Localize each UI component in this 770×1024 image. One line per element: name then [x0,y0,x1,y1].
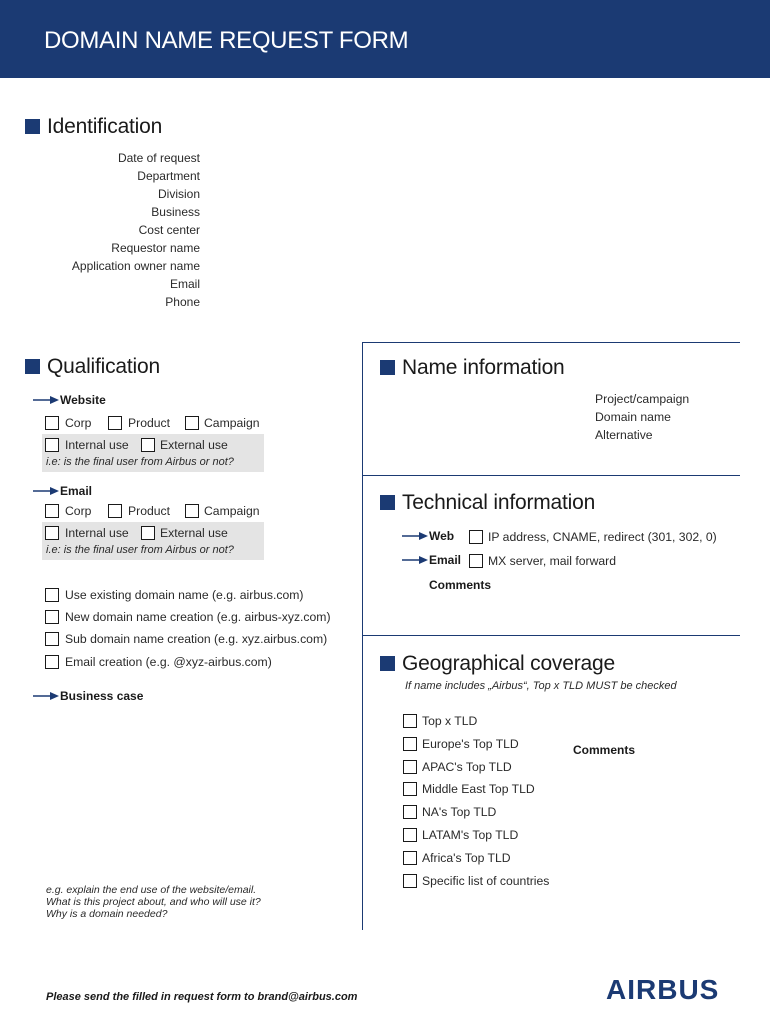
website-campaign-label: Campaign [204,416,260,430]
arrow-right-icon [33,395,59,405]
email-campaign-label: Campaign [204,504,260,518]
geo-specific-countries-label: Specific list of countries [422,874,550,888]
field-phone[interactable]: Phone [165,295,200,309]
technical-web-label: Web [429,529,455,543]
email-external-checkbox[interactable] [141,526,155,540]
field-project-campaign[interactable]: Project/campaign [595,392,690,406]
geo-top-tld-label: Top x TLD [422,714,478,728]
email-campaign-checkbox[interactable] [185,504,199,518]
divider [362,475,740,476]
geo-africa-checkbox[interactable] [403,851,417,865]
geo-latam-checkbox[interactable] [403,828,417,842]
geo-na-checkbox[interactable] [403,805,417,819]
field-department[interactable]: Department [137,169,200,183]
business-case-hint-3: Why is a domain needed? [46,908,168,920]
technical-email-checkbox[interactable] [469,554,483,568]
identification-square-icon [25,119,40,134]
geo-latam-label: LATAM's Top TLD [422,828,519,842]
airbus-logo: AIRBUS [606,974,720,1005]
website-internal-checkbox[interactable] [45,438,59,452]
qualification-square-icon [25,359,40,374]
field-alternative[interactable]: Alternative [595,428,653,442]
option-sub-domain-checkbox[interactable] [45,632,59,646]
email-product-label: Product [128,504,171,518]
option-new-domain-checkbox[interactable] [45,610,59,624]
email-internal-label: Internal use [65,526,129,540]
field-application-owner-name[interactable]: Application owner name [71,259,200,273]
technical-title: Technical information [402,491,596,514]
geo-note: If name includes „Airbus“, Top x TLD MUST be checked [405,680,677,692]
option-existing-domain-label: Use existing domain name (e.g. airbus.com) [65,588,304,602]
technical-web-text: IP address, CNAME, redirect (301, 302, 0) [488,530,717,544]
email-corp-label: Corp [65,504,92,518]
email-usage-note: i.e: is the final user from Airbus or not? [46,544,234,556]
field-date-of-request[interactable]: Date of request [117,151,200,165]
arrow-right-icon [402,555,428,565]
email-internal-checkbox[interactable] [45,526,59,540]
website-internal-label: Internal use [65,438,129,452]
website-corp-checkbox[interactable] [45,416,59,430]
arrow-right-icon [33,691,59,701]
page-title: DOMAIN NAME REQUEST FORM [44,27,409,54]
geo-apac-label: APAC's Top TLD [422,760,512,774]
option-new-domain-label: New domain name creation (e.g. airbus-xyz.com) [65,610,331,624]
option-sub-domain-label: Sub domain name creation (e.g. xyz.airbus.com) [65,632,328,646]
website-usage-note: i.e: is the final user from Airbus or not? [46,456,234,468]
geo-square-icon [380,656,395,671]
geo-middle-east-label: Middle East Top TLD [422,782,535,796]
geo-europe-checkbox[interactable] [403,737,417,751]
column-divider [362,342,363,930]
qualification-title: Qualification [47,355,160,378]
geo-comments-label: Comments [573,743,636,757]
option-existing-domain-checkbox[interactable] [45,588,59,602]
technical-email-text: MX server, mail forward [488,554,616,568]
geo-middle-east-checkbox[interactable] [403,782,417,796]
field-cost-center[interactable]: Cost center [138,223,200,237]
email-label: Email [60,484,93,498]
option-email-creation-label: Email creation (e.g. @xyz-airbus.com) [65,655,272,669]
name-info-title: Name information [402,356,565,379]
website-external-label: External use [160,438,228,452]
website-product-checkbox[interactable] [108,416,122,430]
technical-email-label: Email [429,553,462,567]
geo-africa-label: Africa's Top TLD [422,851,511,865]
website-corp-label: Corp [65,416,92,430]
email-product-checkbox[interactable] [108,504,122,518]
website-product-label: Product [128,416,171,430]
geo-title: Geographical coverage [402,652,615,675]
geo-apac-checkbox[interactable] [403,760,417,774]
technical-comments-label: Comments [429,578,492,592]
geo-top-tld-checkbox[interactable] [403,714,417,728]
divider [362,635,740,636]
business-case-hint-1: e.g. explain the end use of the website/email. [46,884,257,896]
field-division[interactable]: Division [157,187,200,201]
divider [362,342,740,343]
arrow-right-icon [402,531,428,541]
footer-note: Please send the filled in request form to brand@airbus.com [46,991,358,1003]
email-external-label: External use [160,526,228,540]
field-domain-name[interactable]: Domain name [595,410,671,424]
website-label: Website [60,393,106,407]
technical-web-checkbox[interactable] [469,530,483,544]
option-email-creation-checkbox[interactable] [45,655,59,669]
arrow-right-icon [33,486,59,496]
business-case-label: Business case [60,689,144,703]
email-corp-checkbox[interactable] [45,504,59,518]
field-business[interactable]: Business [151,205,200,219]
geo-na-label: NA's Top TLD [422,805,497,819]
identification-title: Identification [47,115,163,138]
field-requestor-name[interactable]: Requestor name [111,241,200,255]
website-external-checkbox[interactable] [141,438,155,452]
website-campaign-checkbox[interactable] [185,416,199,430]
field-email[interactable]: Email [169,277,200,291]
geo-specific-countries-checkbox[interactable] [403,874,417,888]
name-info-square-icon [380,360,395,375]
technical-square-icon [380,495,395,510]
geo-europe-label: Europe's Top TLD [422,737,519,751]
business-case-hint-2: What is this project about, and who will use it? [46,896,261,908]
